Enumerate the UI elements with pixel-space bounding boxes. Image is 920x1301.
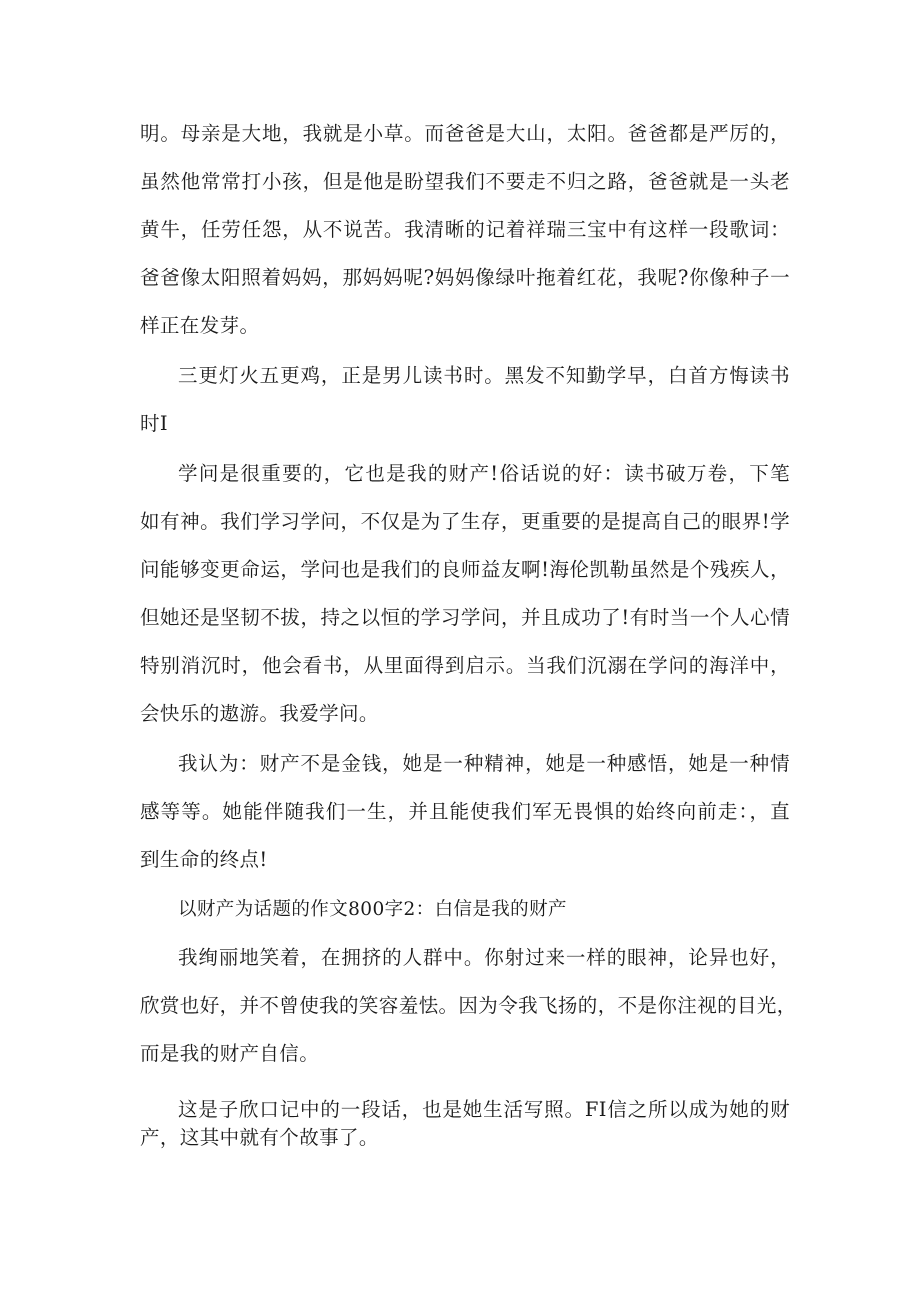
text-line: 虽然他常常打小孩，但是他是盼望我们不要走不归之路，爸爸就是一头老 [140, 170, 790, 193]
text-line: 问能够变更命运，学问也是我们的良师益友啊!海伦凯勒虽然是个残疾人， [140, 558, 790, 581]
text-line: 但她还是坚韧不拔，持之以恒的学习学问，并且成功了!有时当一个人心情 [140, 606, 790, 629]
section-heading: 以财产为话题的作文800字2：白信是我的财产 [178, 899, 567, 920]
text-line: 我认为：财产不是金钱，她是一种精神，她是一种感悟，她是一种情 [178, 752, 790, 775]
text-line: 样正在发芽。 [140, 314, 260, 337]
text-line: 欣赏也好，并不曾使我的笑容羞怯。因为令我飞扬的，不是你注视的目光， [140, 994, 797, 1017]
text-line: 会快乐的遨游。我爱学问。 [140, 702, 379, 725]
text-line: 如有神。我们学习学问，不仅是为了生存，更重要的是提高自己的眼界!学 [140, 510, 790, 533]
text-line: 这是子欣口记中的一段话，也是她生活写照。FI信之所以成为她的财 [178, 1098, 790, 1121]
text-line: 三更灯火五更鸡，正是男儿读书时。黑发不知勤学早，白首方悔读书 [178, 364, 790, 387]
text-line: 产，这其中就有个故事了。 [140, 1126, 379, 1149]
text-line: 我绚丽地笑着，在拥挤的人群中。你射过来一样的眼神，论异也好， [178, 946, 790, 969]
text-line: 到生命的终点! [140, 848, 268, 871]
text-line: 特别消沉时，他会看书，从里面得到启示。当我们沉溺在学问的海洋中， [140, 654, 790, 677]
text-line: 爸爸像太阳照着妈妈，那妈妈呢?妈妈像绿叶拖着红花，我呢?你像种子一 [140, 266, 790, 289]
text-line: 而是我的财产自信。 [140, 1042, 320, 1065]
text-line: 明。母亲是大地，我就是小草。而爸爸是大山，太阳。爸爸都是严厉的， [140, 122, 790, 145]
text-line: 黄牛，任劳任怨，从不说苦。我清晰的记着祥瑞三宝中有这样一段歌词： [140, 218, 790, 241]
text-line: 感等等。她能伴随我们一生，并且能使我们军无畏惧的始终向前走：，直 [140, 800, 790, 823]
text-line: 学问是很重要的，它也是我的财产!俗话说的好：读书破万卷，下笔 [178, 462, 790, 485]
text-line: 时I [140, 412, 169, 435]
